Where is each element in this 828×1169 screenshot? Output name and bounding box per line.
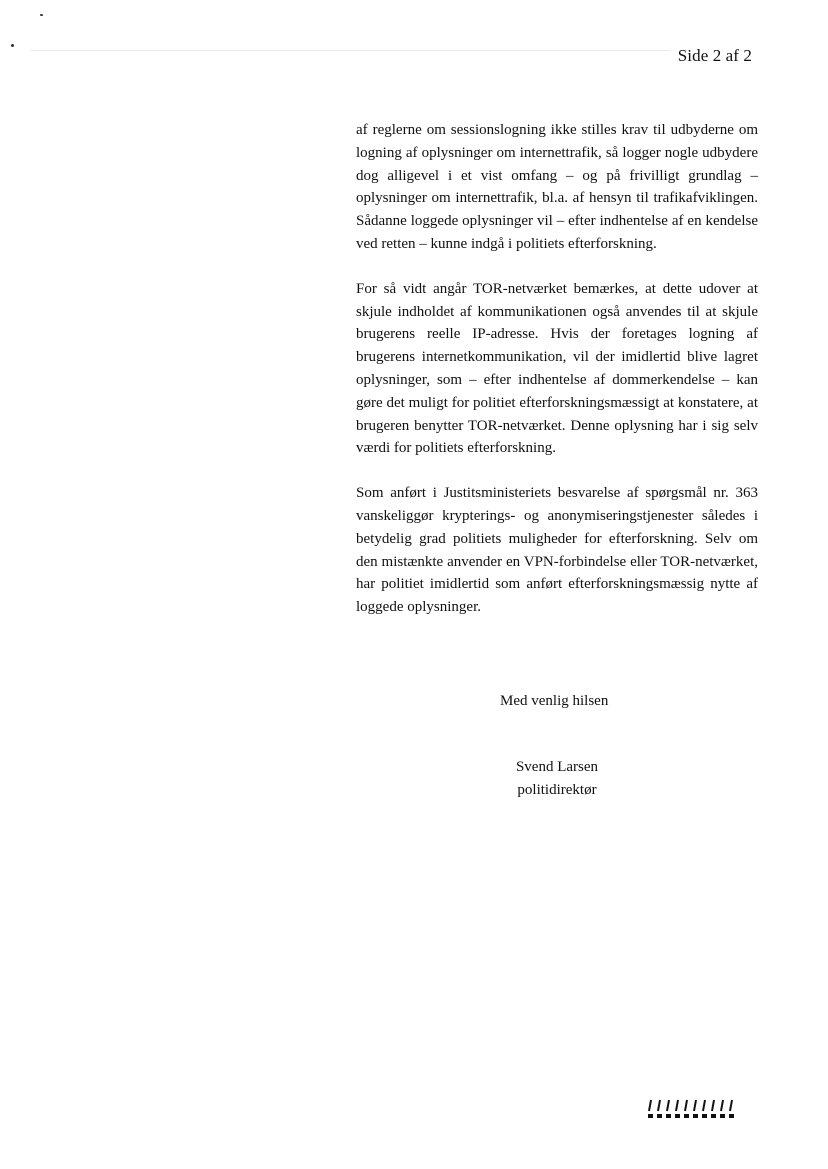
letter-body <box>356 119 758 641</box>
scan-speck <box>11 44 14 47</box>
signer-title: politidirektør <box>517 782 597 798</box>
scan-speck <box>40 14 43 16</box>
paragraph-2: For så vidt angår TOR-netværket bemærkes, at dette udover at skjule indholdet af kommunikationen også anvendes til at skjule brugerens reelle IP-adresse. Hvis der foretages logning af brugerens internetkommunikation, vil der imidlertid blive lagret oplysninger, som – efter indhentelse af dommerkendelse – kan gøre det muligt for politiet efterforskningsmæssigt at konstatere, at brugeren benytter TOR-netværket. Denne oplysning har i sig selv værdi for politiets efterforskning. <box>356 280 758 457</box>
signer-name: Svend Larsen <box>515 759 599 775</box>
closing-salutation: Med venlig hilsen <box>500 693 609 709</box>
header-rule <box>30 50 670 51</box>
paragraph-3: Som anført i Justitsministeriets besvarelse af spørgsmål nr. 363 vanskeliggør krypterings- og anonymiseringstjenester således i betydelig grad politiets muligheder for efterforskning. Selv om den mistænkte anvender en VPN-forbindelse eller TOR-netværket, har politiet imidlertid som anført efterforskningsmæssig nytte af loggede oplysninger. <box>356 485 758 616</box>
page-number: Side 2 af 2 <box>677 46 752 65</box>
paragraph-1: af reglerne om sessionslogning ikke stilles krav til udbyderne om logning af oplysninger om internettrafik, så logger nogle udbydere dog alligevel i et vist omfang – og på frivilligt grundlag – oplysninger om internettrafik, bl.a. af hensyn til trafikafviklingen. Sådanne loggede oplysninger vil – efter indhentelse af en kendelse ved retten – kunne indgå i politiets efterforskning. <box>356 122 758 252</box>
signature-block <box>480 756 634 802</box>
barcode-mark-icon <box>646 1097 742 1119</box>
